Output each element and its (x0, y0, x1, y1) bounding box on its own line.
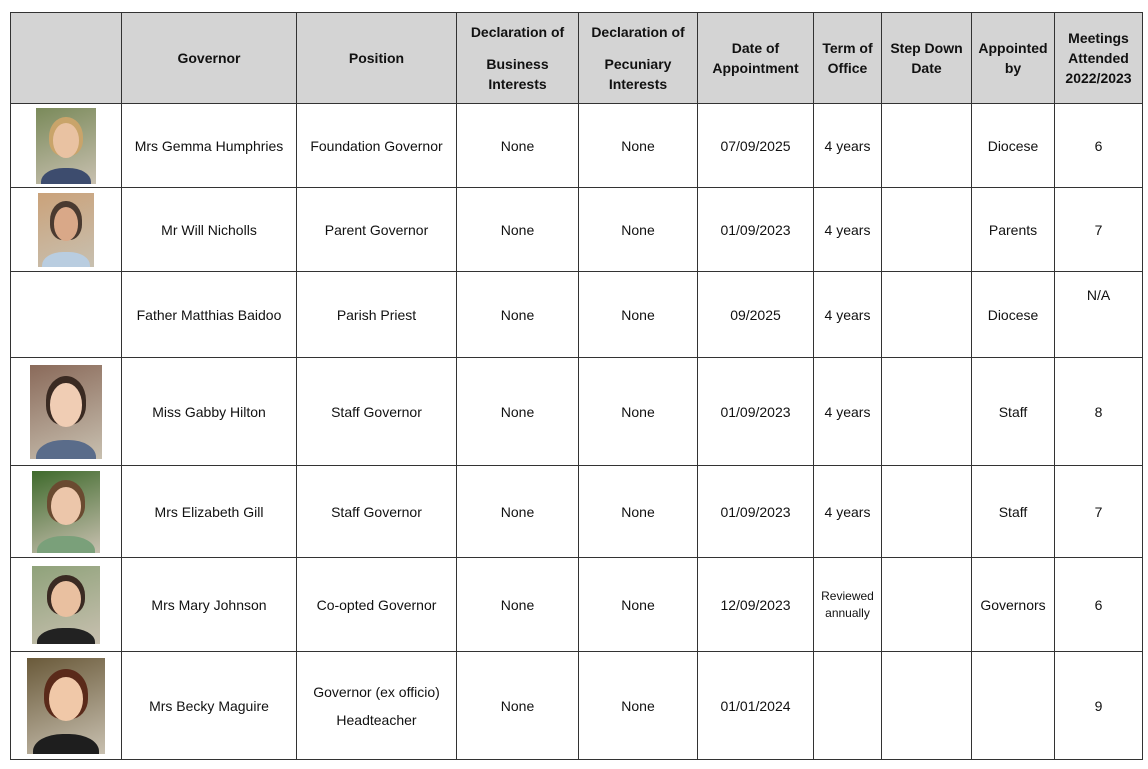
appointed-by: Staff (998, 403, 1028, 420)
step-down-date-cell (882, 466, 972, 558)
governor-name: Mr Will Nicholls (161, 221, 257, 238)
pecuniary-interests-cell (579, 358, 698, 466)
meetings-attended-cell (1055, 466, 1143, 558)
portrait-photo-icon (30, 365, 102, 459)
appointment-date-cell (698, 466, 814, 558)
appointed-by-cell (972, 558, 1055, 652)
governor-name-cell (122, 272, 297, 358)
appointment-date-cell (698, 272, 814, 358)
header-pecuniary-line1: Declaration of (591, 24, 685, 40)
business-interests-cell (457, 104, 579, 188)
header-business-interests (457, 13, 579, 104)
business-interests: None (500, 697, 535, 714)
meetings-attended-cell (1055, 272, 1143, 358)
business-interests-cell (457, 188, 579, 272)
table-row (11, 104, 1143, 188)
business-interests-cell (457, 652, 579, 760)
position: Staff Governor (331, 503, 422, 520)
pecuniary-interests: None (621, 137, 655, 154)
appointed-by-cell (972, 652, 1055, 760)
meetings-attended-cell (1055, 188, 1143, 272)
appointment-date: 09/2025 (730, 306, 781, 323)
pecuniary-interests-cell (579, 652, 698, 760)
term-of-office-cell (814, 272, 882, 358)
pecuniary-interests-cell (579, 272, 698, 358)
business-interests-cell (457, 558, 579, 652)
header-business-line2: Business Interests (486, 56, 549, 92)
portrait-photo-icon (38, 193, 94, 267)
meetings-attended: 6 (1094, 137, 1103, 154)
photo-cell (11, 104, 122, 188)
portrait-photo-icon (32, 471, 100, 553)
portrait-photo-icon (36, 108, 96, 184)
header-governor: Governor (122, 13, 297, 104)
pecuniary-interests: None (621, 596, 655, 613)
governor-name: Mrs Mary Johnson (151, 596, 267, 613)
pecuniary-interests: None (621, 503, 655, 520)
business-interests: None (500, 596, 535, 613)
header-step-down-date: Step Down Date (882, 13, 972, 104)
appointed-by-cell (972, 104, 1055, 188)
governors-table (10, 12, 1143, 760)
appointed-by: Diocese (987, 306, 1039, 323)
table-row (11, 466, 1143, 558)
header-photo (11, 13, 122, 104)
term-of-office: 4 years (824, 403, 871, 420)
header-pecuniary-line2: Pecuniary Interests (604, 56, 672, 92)
step-down-date-cell (882, 188, 972, 272)
governor-name: Mrs Gemma Humphries (134, 137, 284, 154)
table-row (11, 358, 1143, 466)
position: Foundation Governor (310, 137, 443, 154)
governor-name: Mrs Becky Maguire (149, 697, 269, 714)
photo-cell (11, 466, 122, 558)
meetings-attended: 6 (1094, 596, 1103, 613)
meetings-attended: N/A (1086, 286, 1111, 303)
pecuniary-interests: None (621, 306, 655, 323)
step-down-date-cell (882, 272, 972, 358)
appointed-by: Diocese (987, 137, 1039, 154)
position-cell (297, 272, 457, 358)
business-interests: None (500, 306, 535, 323)
portrait-photo-icon (32, 566, 100, 644)
term-of-office-cell (814, 188, 882, 272)
position: Parent Governor (324, 221, 429, 238)
appointment-date: 12/09/2023 (720, 596, 791, 613)
header-term-of-office: Term of Office (814, 13, 882, 104)
meetings-attended: 7 (1094, 503, 1103, 520)
header-position: Position (297, 13, 457, 104)
appointment-date-cell (698, 358, 814, 466)
position-cell (297, 188, 457, 272)
appointed-by-cell (972, 466, 1055, 558)
position: Staff Governor (331, 403, 422, 420)
appointment-date: 01/09/2023 (720, 403, 791, 420)
business-interests: None (500, 503, 535, 520)
meetings-attended-cell (1055, 104, 1143, 188)
header-pecuniary-interests (579, 13, 698, 104)
appointment-date: 07/09/2025 (720, 137, 791, 154)
header-appointed-by: Appointed by (972, 13, 1055, 104)
photo-cell (11, 558, 122, 652)
pecuniary-interests: None (621, 221, 655, 238)
term-of-office-cell (814, 466, 882, 558)
business-interests-cell (457, 358, 579, 466)
term-of-office-cell (814, 358, 882, 466)
position-line2: Headteacher (336, 711, 417, 728)
term-of-office: 4 years (824, 306, 871, 323)
appointment-date: 01/09/2023 (720, 503, 791, 520)
step-down-date-cell (882, 104, 972, 188)
header-date-of-appointment: Date of Appointment (698, 13, 814, 104)
header-meetings-attended: Meetings Attended 2022/2023 (1055, 13, 1143, 104)
term-of-office: Reviewed annually (821, 588, 874, 620)
appointment-date: 01/09/2023 (720, 221, 791, 238)
appointment-date: 01/01/2024 (720, 697, 791, 714)
governor-name: Mrs Elizabeth Gill (154, 503, 264, 520)
position-cell (297, 466, 457, 558)
step-down-date-cell (882, 358, 972, 466)
meetings-attended: 9 (1094, 697, 1103, 714)
pecuniary-interests-cell (579, 104, 698, 188)
table-row (11, 558, 1143, 652)
table-row (11, 188, 1143, 272)
appointment-date-cell (698, 104, 814, 188)
governor-name-cell (122, 652, 297, 760)
business-interests: None (500, 403, 535, 420)
position-cell (297, 652, 457, 760)
table-row (11, 272, 1143, 358)
position-cell (297, 104, 457, 188)
term-of-office-cell (814, 558, 882, 652)
governors-table-body (11, 104, 1143, 760)
term-of-office-cell (814, 104, 882, 188)
photo-cell (11, 188, 122, 272)
term-of-office-cell (814, 652, 882, 760)
business-interests: None (500, 137, 535, 154)
table-row (11, 652, 1143, 760)
position: Parish Priest (336, 306, 417, 323)
appointed-by-cell (972, 272, 1055, 358)
position-cell (297, 358, 457, 466)
appointed-by-cell (972, 358, 1055, 466)
appointment-date-cell (698, 188, 814, 272)
header-business-line1: Declaration of (470, 24, 565, 40)
position: Co-opted Governor (316, 596, 437, 613)
header-row (11, 13, 1143, 104)
pecuniary-interests-cell (579, 558, 698, 652)
meetings-attended-cell (1055, 652, 1143, 760)
business-interests-cell (457, 466, 579, 558)
appointed-by-cell (972, 188, 1055, 272)
portrait-photo-icon (27, 658, 105, 754)
governor-name-cell (122, 104, 297, 188)
step-down-date-cell (882, 652, 972, 760)
pecuniary-interests: None (621, 403, 655, 420)
term-of-office: 4 years (824, 503, 871, 520)
position: Governor (ex officio) (313, 683, 440, 700)
governor-name-cell (122, 358, 297, 466)
photo-cell (11, 358, 122, 466)
appointment-date-cell (698, 558, 814, 652)
meetings-attended: 7 (1094, 221, 1103, 238)
business-interests: None (500, 221, 535, 238)
appointed-by: Parents (988, 221, 1038, 238)
meetings-attended: 8 (1094, 403, 1103, 420)
governor-name: Miss Gabby Hilton (152, 403, 266, 420)
business-interests-cell (457, 272, 579, 358)
position-cell (297, 558, 457, 652)
governor-name-cell (122, 188, 297, 272)
photo-cell (11, 652, 122, 760)
pecuniary-interests: None (621, 697, 655, 714)
appointed-by: Governors (980, 596, 1046, 613)
term-of-office: 4 years (824, 137, 871, 154)
appointed-by: Staff (998, 503, 1028, 520)
pecuniary-interests-cell (579, 188, 698, 272)
governor-name: Father Matthias Baidoo (136, 306, 282, 323)
meetings-attended-cell (1055, 558, 1143, 652)
pecuniary-interests-cell (579, 466, 698, 558)
governor-name-cell (122, 558, 297, 652)
term-of-office: 4 years (824, 221, 871, 238)
meetings-attended-cell (1055, 358, 1143, 466)
step-down-date-cell (882, 558, 972, 652)
governor-name-cell (122, 466, 297, 558)
appointment-date-cell (698, 652, 814, 760)
photo-cell (11, 272, 122, 358)
